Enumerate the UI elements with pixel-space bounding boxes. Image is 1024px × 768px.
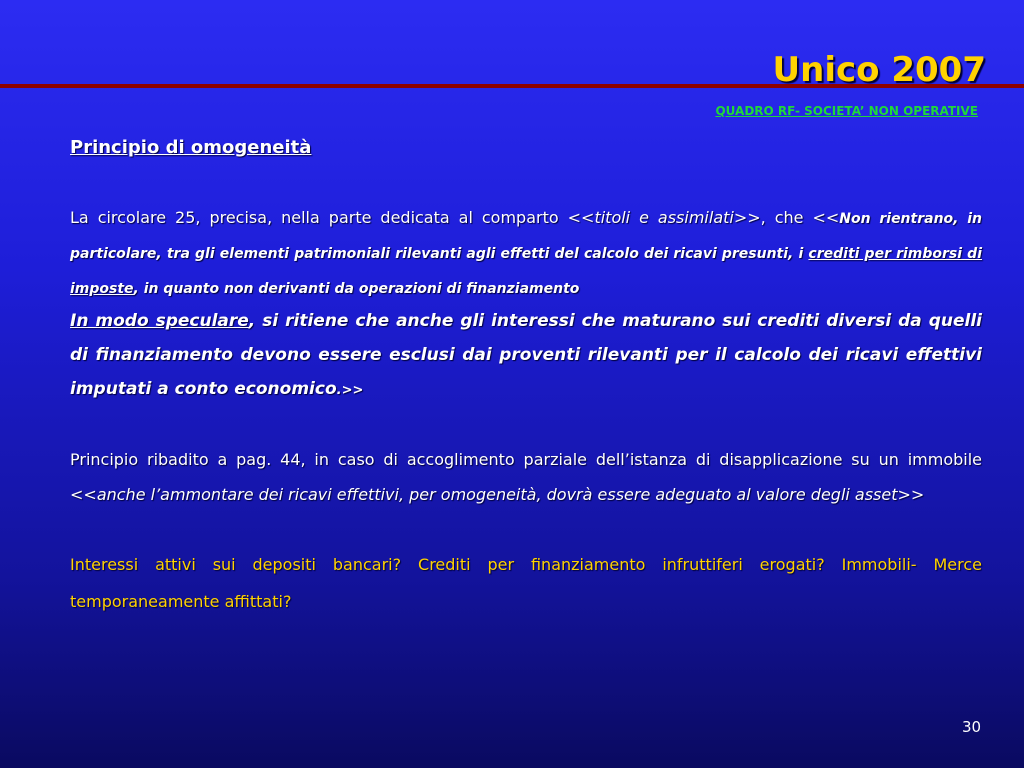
quoted-citation-end: , in quanto non derivanti da operazioni di finanziamento [133, 281, 580, 297]
slide-title: Unico 2007 [772, 50, 986, 90]
quoted-citation: Non rientrano, in particolare, tra gli elementi patrimoniali rilevanti agli effetti del calcolo dei ricavi presunti, i [70, 211, 982, 262]
slide-subtitle: QUADRO RF- SOCIETA’ NON OPERATIVE [715, 104, 978, 118]
paragraph-text: >> [897, 485, 925, 504]
paragraph-text: La circolare 25, precisa, nella parte dedicata al comparto << [70, 208, 595, 227]
page-number: 30 [962, 718, 982, 736]
section-heading: Principio di omogeneità [70, 137, 312, 158]
paragraph-questions: Interessi attivi sui depositi bancari? Crediti per finanziamento infruttiferi erogati? Immobili- Merce temporaneamente affittati? [70, 555, 982, 611]
quoted-term: titoli e assimilati [594, 208, 734, 227]
paragraph-text: , si ritiene che anche gli interessi che maturano sui crediti diversi da quelli di finanziamento devono essere esclusi dai proventi rilevanti per il calcolo dei ricavi effettivi imputati a conto economico [70, 311, 982, 399]
crediti-link[interactable]: crediti per rimborsi di imposte [70, 246, 983, 297]
paragraph-principio [70, 442, 982, 512]
paragraph-text: Principio ribadito a pag. 44, in caso di accoglimento parziale dell’istanza di disapplicazione su un immobile << [70, 450, 982, 504]
paragraph-circolare [70, 201, 982, 306]
speculare-link[interactable]: In modo speculare [70, 311, 249, 331]
paragraph-speculare [70, 304, 982, 408]
quoted-citation: anche l’ammontare dei ricavi effettivi, per omogeneità, dovrà essere adeguato al valore degli asset [96, 485, 898, 504]
slide-content [70, 130, 982, 620]
paragraph-text: >>, che << [733, 208, 840, 227]
quote-close: .>> [336, 383, 364, 398]
